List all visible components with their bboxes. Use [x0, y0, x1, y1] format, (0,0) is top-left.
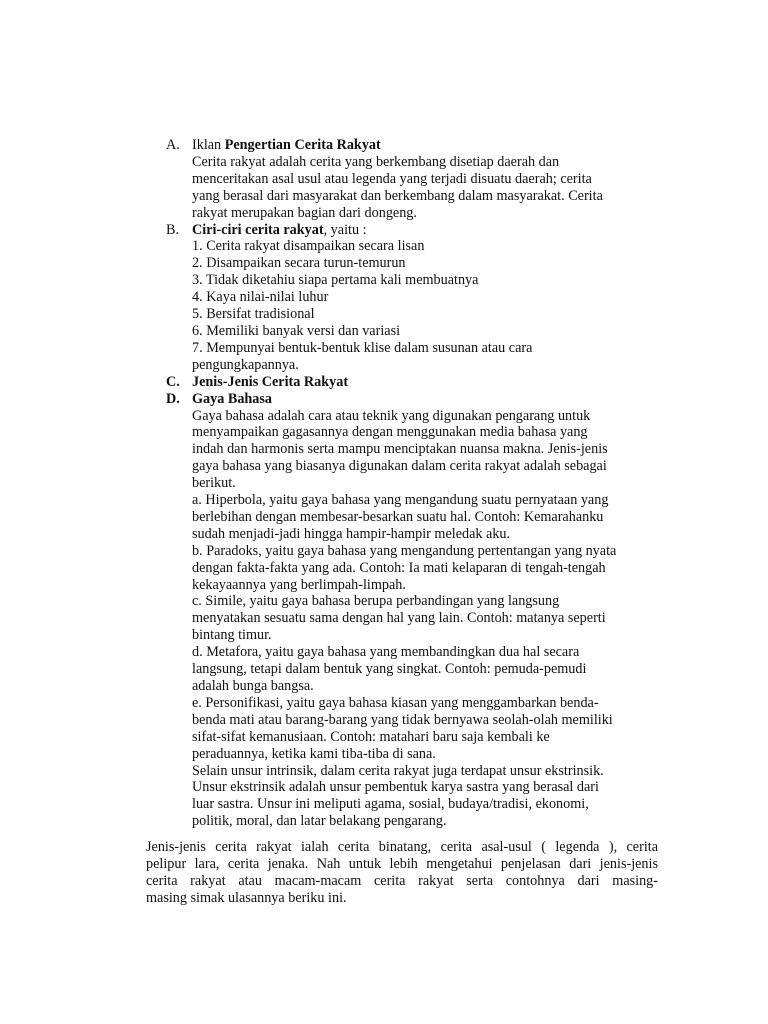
section-d-line: sudah menjadi-jadi hingga hampir-hampir meledak aku. — [192, 525, 511, 542]
section-a-heading: Pengertian Cerita Rakyat — [224, 137, 381, 153]
section-d-line: c. Simile, yaitu gaya bahasa berupa perbandingan yang langsung — [192, 593, 560, 610]
section-d-heading: Gaya Bahasa — [192, 390, 273, 407]
section-d-line: luar sastra. Unsur ini meliputi agama, sosial, budaya/tradisi, ekonomi, — [192, 796, 589, 813]
section-d-marker: D. — [166, 390, 180, 407]
section-b-line: 1. Cerita rakyat disampaikan secara lisan — [192, 238, 425, 255]
section-d — [166, 391, 656, 831]
section-b-line: 6. Memiliki banyak versi dan variasi — [192, 322, 401, 339]
section-d-line: Selain unsur intrinsik, dalam cerita rakyat juga terdapat unsur ekstrinsik. — [192, 762, 604, 779]
section-d-line: benda mati atau barang-barang yang tidak bernyawa seolah-olah memiliki — [192, 711, 613, 728]
section-a-line: yang berasal dari masyarakat dan berkembang dalam masyarakat. Cerita — [192, 187, 603, 204]
section-d-line: a. Hiperbola, yaitu gaya bahasa yang mengandung suatu pernyataan yang — [192, 492, 609, 509]
section-d-line: peraduannya, ketika kami tiba-tiba di sana. — [192, 745, 436, 762]
closing-line: Jenis-jenis cerita rakyat ialah cerita binatang, cerita asal-usul ( legenda ), cerita — [146, 839, 658, 855]
closing-line: cerita rakyat atau macam-macam cerita rakyat serta contohnya dari masing- — [146, 872, 658, 889]
section-a-line: menceritakan asal usul atau legenda yang terjadi disuatu daerah; cerita — [192, 170, 592, 187]
section-d-line: gaya bahasa yang biasanya digunakan dalam cerita rakyat adalah sebagai — [192, 458, 607, 475]
section-a-heading-prefix: Iklan — [192, 137, 225, 153]
section-d-line: adalah bunga bangsa. — [192, 678, 314, 694]
section-d-line: politik, moral, dan latar belakang pengarang. — [192, 813, 447, 830]
section-b-heading-line — [192, 222, 656, 239]
section-b-line: 3. Tidak diketahiu siapa pertama kali membuatnya — [192, 272, 479, 289]
section-b-line: 5. Bersifat tradisional — [192, 306, 315, 323]
section-d-line: sifat-sifat kemanusiaan. Contoh: matahari baru saja kembali ke — [192, 728, 550, 745]
section-d-line: Unsur ekstrinsik adalah unsur pembentuk karya sastra yang berasal dari — [192, 779, 599, 796]
section-d-line: bintang timur. — [192, 627, 272, 644]
section-b-line: 2. Disampaikan secara turun-temurun — [192, 255, 406, 272]
section-d-line: e. Personifikasi, yaitu gaya bahasa kiasan yang menggambarkan benda- — [192, 694, 599, 711]
section-b — [166, 222, 656, 374]
section-d-line: Gaya bahasa adalah cara atau teknik yang digunakan pengarang untuk — [192, 407, 591, 424]
section-d-line: berikut. — [192, 475, 236, 492]
section-d-line: menyatakan sesuatu sama dengan hal yang lain. Contoh: matanya seperti — [192, 610, 606, 627]
section-b-marker: B. — [166, 221, 180, 238]
section-d-line: dengan fakta-fakta yang ada. Contoh: Ia mati kelaparan di tengah-tengah — [192, 559, 606, 576]
section-d-line: kekayaannya yang berlimpah-limpah. — [192, 576, 406, 593]
closing-line: masing simak ulasannya beriku ini. — [146, 889, 347, 906]
section-a-marker: A. — [166, 137, 180, 153]
section-a — [166, 137, 656, 222]
section-b-line: 4. Kaya nilai-nilai luhur — [192, 289, 329, 306]
section-d-line: langsung, tetapi dalam bentuk yang singkat. Contoh: pemuda-pemudi — [192, 661, 587, 678]
closing-line: pelipur lara, cerita jenaka. Nah untuk lebih mengetahui penjelasan dari jenis-jenis — [146, 855, 658, 872]
section-b-heading: Ciri-ciri cerita rakyat — [192, 221, 324, 238]
section-c-marker: C. — [166, 373, 180, 390]
section-c-heading: Jenis-Jenis Cerita Rakyat — [192, 373, 349, 390]
section-a-heading-line — [192, 137, 656, 154]
section-a-line: rakyat merupakan bagian dari dongeng. — [192, 204, 417, 221]
section-d-line: indah dan harmonis serta mampu menciptakan nuansa makna. Jenis-jenis — [192, 441, 608, 458]
section-d-line: d. Metafora, yaitu gaya bahasa yang membandingkan dua hal secara — [192, 644, 580, 661]
closing-paragraph — [146, 839, 658, 907]
section-b-line: 7. Mempunyai bentuk-bentuk klise dalam susunan atau cara — [192, 339, 533, 356]
section-d-line: b. Paradoks, yaitu gaya bahasa yang mengandung pertentangan yang nyata — [192, 542, 617, 559]
outline-list — [166, 137, 656, 830]
section-d-line: berlebihan dengan membesar-besarkan suatu hal. Contoh: Kemarahanku — [192, 508, 604, 525]
section-b-line: pengungkapannya. — [192, 356, 299, 373]
section-c — [166, 374, 656, 391]
section-b-heading-suffix: , yaitu : — [323, 221, 367, 238]
section-d-line: menyampaikan gagasannya dengan menggunakan media bahasa yang — [192, 424, 588, 441]
section-a-line: Cerita rakyat adalah cerita yang berkembang disetiap daerah dan — [192, 153, 560, 170]
